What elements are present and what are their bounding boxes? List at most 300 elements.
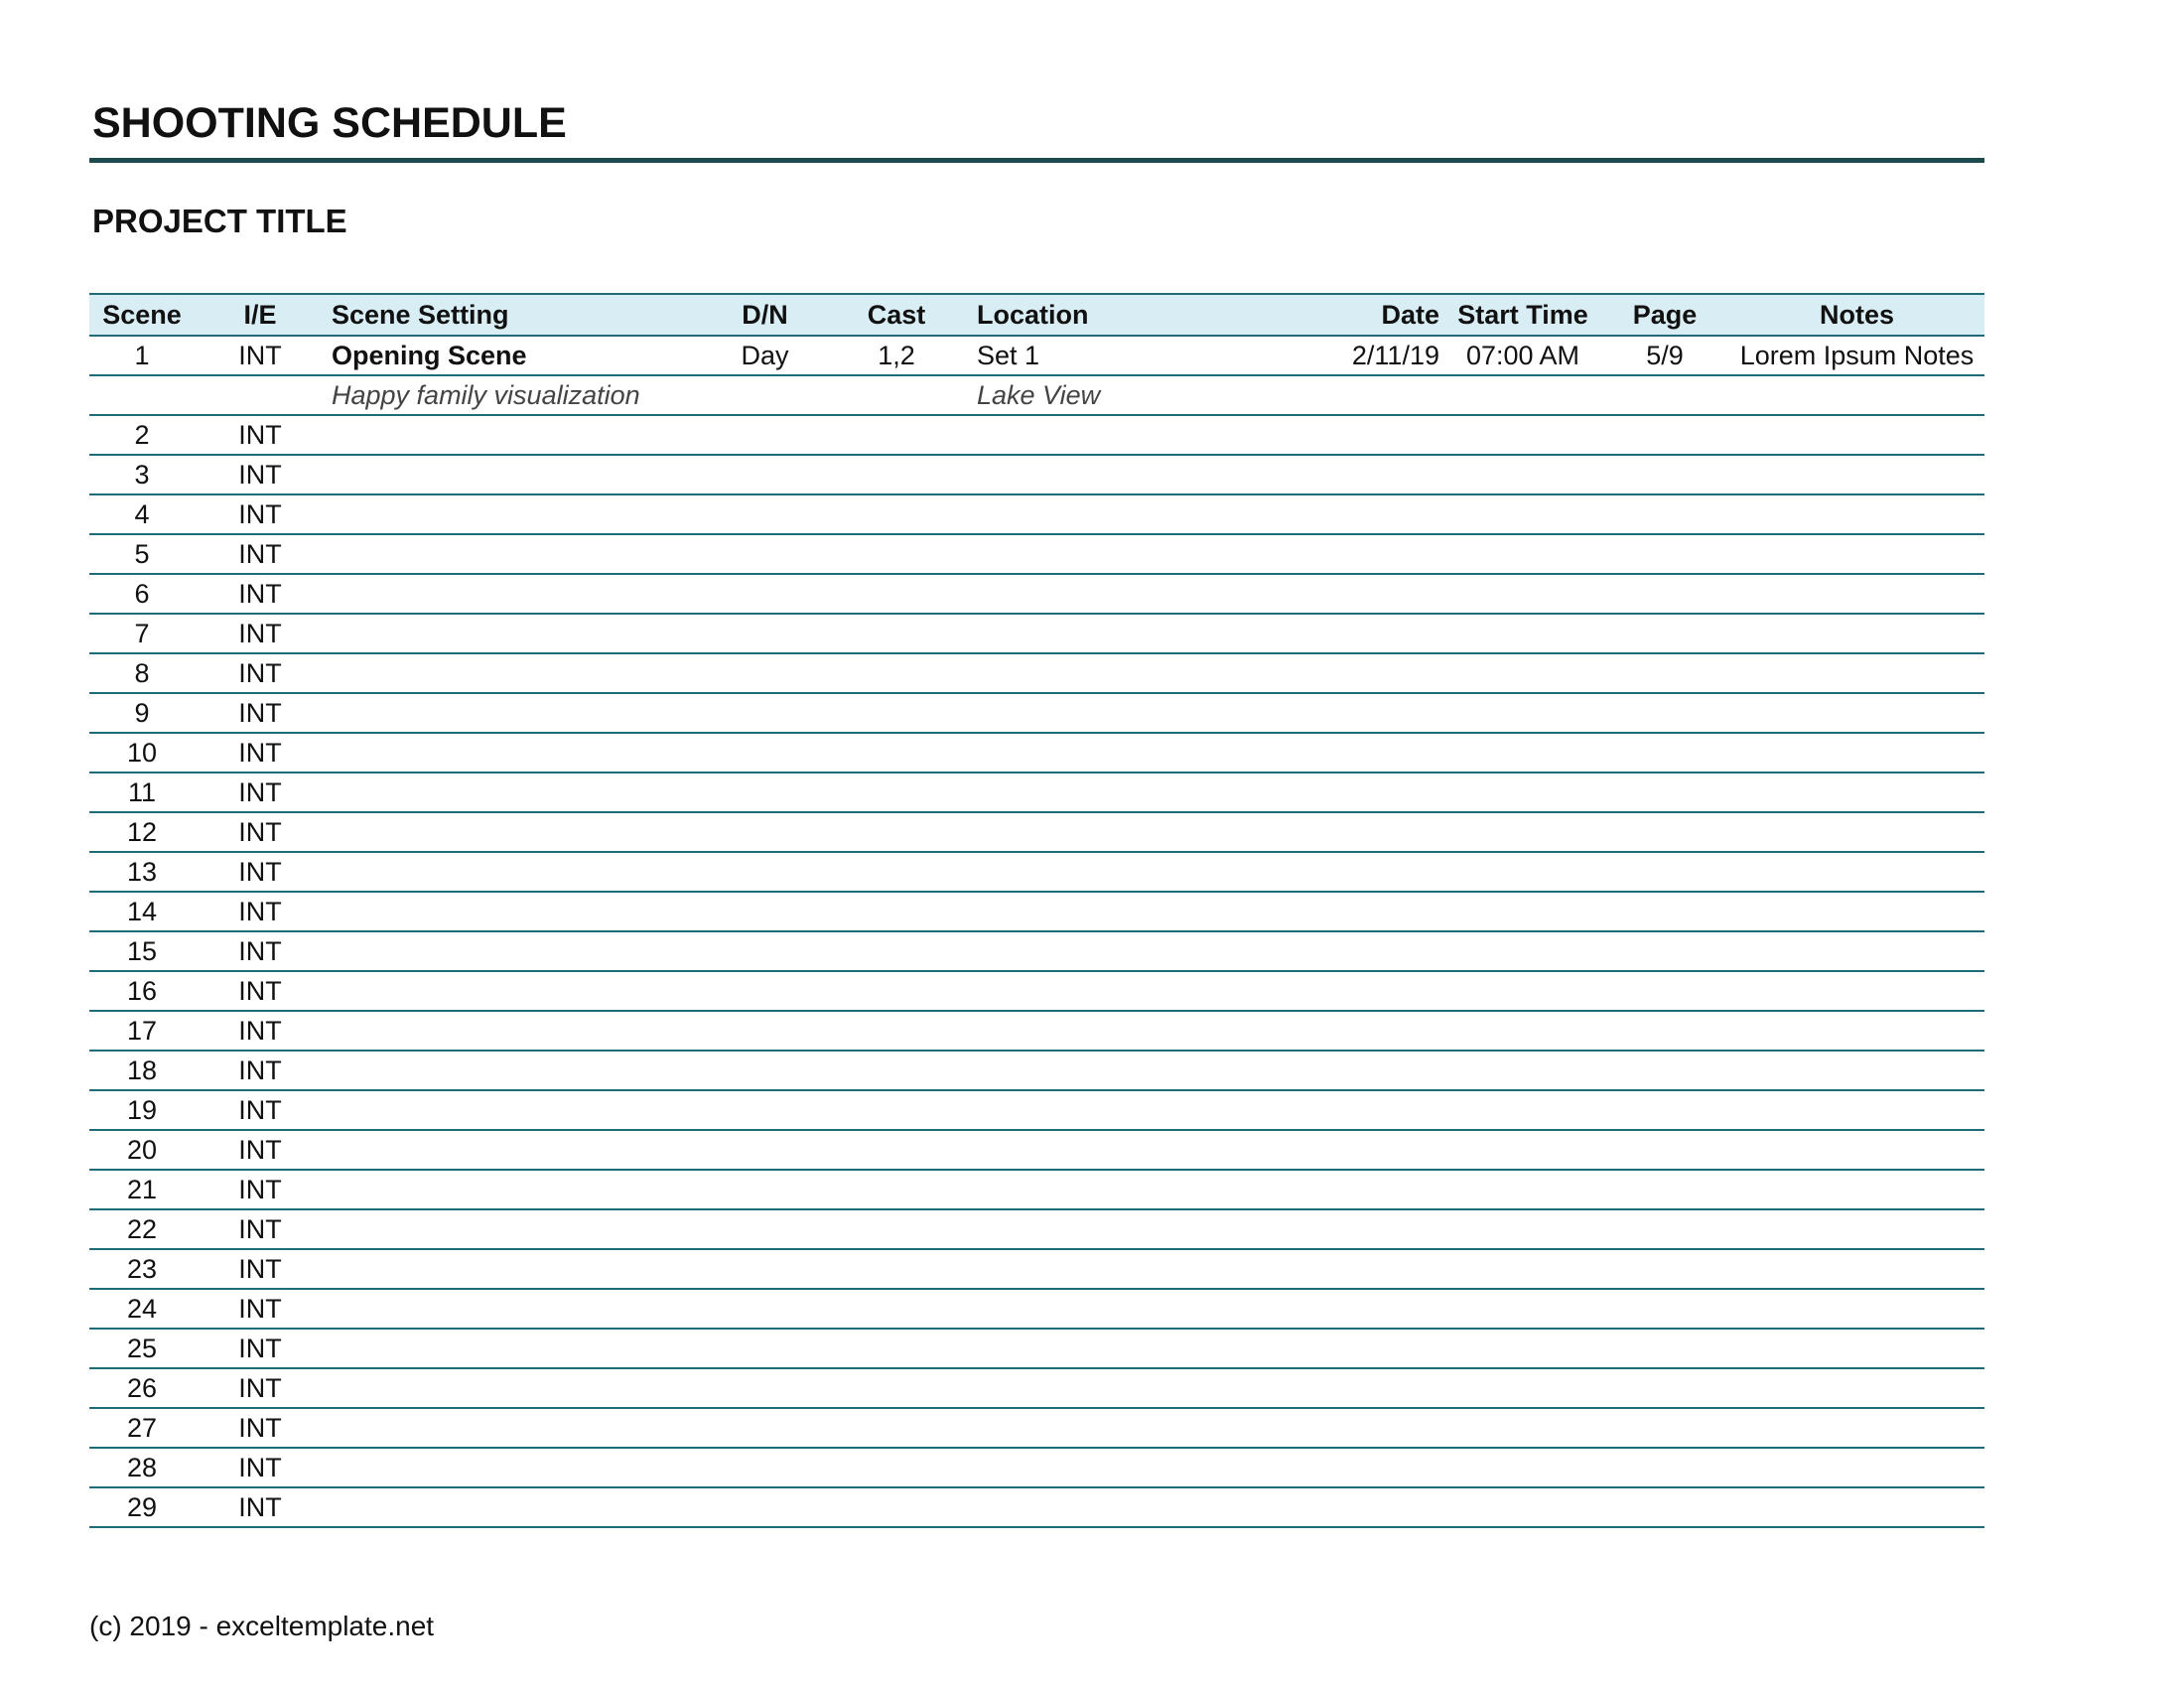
cell-location[interactable] (971, 971, 1318, 1011)
cell-start-time[interactable] (1445, 534, 1600, 574)
cell-location[interactable] (971, 1487, 1318, 1527)
cell-notes[interactable] (1729, 1448, 1984, 1487)
cell-scene-setting[interactable] (326, 1329, 708, 1368)
cell-scene[interactable] (89, 375, 195, 415)
cell-page[interactable] (1600, 1170, 1729, 1209)
cell-start-time[interactable] (1445, 574, 1600, 614)
cell-ie[interactable]: INT (195, 1090, 326, 1130)
cell-start-time[interactable] (1445, 1289, 1600, 1329)
cell-notes[interactable] (1729, 971, 1984, 1011)
cell-date[interactable] (1318, 534, 1445, 574)
cell-start-time[interactable] (1445, 1051, 1600, 1090)
cell-notes[interactable] (1729, 693, 1984, 733)
cell-cast[interactable] (822, 1289, 971, 1329)
cell-date[interactable] (1318, 653, 1445, 693)
cell-page[interactable] (1600, 1051, 1729, 1090)
cell-date[interactable] (1318, 773, 1445, 812)
cell-scene[interactable]: 26 (89, 1368, 195, 1408)
cell-start-time[interactable] (1445, 455, 1600, 494)
cell-cast[interactable] (822, 455, 971, 494)
cell-scene-setting[interactable] (326, 614, 708, 653)
cell-scene[interactable]: 9 (89, 693, 195, 733)
cell-date[interactable] (1318, 852, 1445, 892)
cell-date[interactable] (1318, 931, 1445, 971)
cell-scene[interactable]: 8 (89, 653, 195, 693)
cell-start-time[interactable] (1445, 892, 1600, 931)
cell-ie[interactable]: INT (195, 1011, 326, 1051)
cell-scene[interactable]: 4 (89, 494, 195, 534)
cell-cast[interactable] (822, 1368, 971, 1408)
cell-date[interactable] (1318, 1289, 1445, 1329)
project-title[interactable]: PROJECT TITLE (92, 203, 347, 239)
cell-date[interactable] (1318, 1408, 1445, 1448)
cell-location[interactable] (971, 1209, 1318, 1249)
cell-cast[interactable] (822, 1408, 971, 1448)
cell-page[interactable] (1600, 1408, 1729, 1448)
cell-cast[interactable] (822, 375, 971, 415)
cell-dn[interactable] (708, 971, 822, 1011)
header-location[interactable]: Location (971, 294, 1318, 336)
cell-scene[interactable]: 27 (89, 1408, 195, 1448)
cell-start-time[interactable] (1445, 494, 1600, 534)
header-page[interactable]: Page (1600, 294, 1729, 336)
cell-scene-setting[interactable] (326, 733, 708, 773)
cell-dn[interactable] (708, 693, 822, 733)
cell-cast[interactable] (822, 1487, 971, 1527)
cell-ie[interactable]: INT (195, 852, 326, 892)
cell-ie[interactable]: INT (195, 1408, 326, 1448)
cell-scene[interactable]: 12 (89, 812, 195, 852)
cell-start-time[interactable] (1445, 931, 1600, 971)
cell-cast[interactable] (822, 1170, 971, 1209)
cell-date[interactable] (1318, 733, 1445, 773)
cell-start-time[interactable] (1445, 773, 1600, 812)
cell-page[interactable] (1600, 693, 1729, 733)
cell-start-time[interactable] (1445, 1130, 1600, 1170)
cell-location[interactable] (971, 693, 1318, 733)
cell-location[interactable] (971, 534, 1318, 574)
cell-cast[interactable] (822, 852, 971, 892)
cell-start-time[interactable] (1445, 1448, 1600, 1487)
cell-start-time[interactable] (1445, 1090, 1600, 1130)
cell-scene-setting[interactable] (326, 1448, 708, 1487)
cell-notes[interactable]: Lorem Ipsum Notes (1729, 336, 1984, 375)
cell-location[interactable] (971, 931, 1318, 971)
cell-location[interactable]: Set 1 (971, 336, 1318, 375)
cell-location[interactable] (971, 455, 1318, 494)
cell-scene[interactable]: 10 (89, 733, 195, 773)
cell-date[interactable] (1318, 1011, 1445, 1051)
cell-cast[interactable] (822, 494, 971, 534)
cell-page[interactable] (1600, 653, 1729, 693)
cell-scene[interactable]: 21 (89, 1170, 195, 1209)
cell-scene[interactable]: 28 (89, 1448, 195, 1487)
cell-date[interactable] (1318, 971, 1445, 1011)
cell-cast[interactable] (822, 1011, 971, 1051)
cell-ie[interactable]: INT (195, 534, 326, 574)
cell-ie[interactable]: INT (195, 931, 326, 971)
cell-location[interactable] (971, 1329, 1318, 1368)
cell-dn[interactable] (708, 1448, 822, 1487)
cell-scene-description[interactable]: Happy family visualization (326, 375, 708, 415)
cell-date[interactable] (1318, 1090, 1445, 1130)
cell-location[interactable] (971, 1448, 1318, 1487)
cell-page[interactable] (1600, 1130, 1729, 1170)
cell-cast[interactable] (822, 812, 971, 852)
header-ie[interactable]: I/E (195, 294, 326, 336)
cell-ie[interactable]: INT (195, 1130, 326, 1170)
cell-date[interactable] (1318, 415, 1445, 455)
cell-ie[interactable]: INT (195, 1368, 326, 1408)
cell-scene-setting[interactable] (326, 971, 708, 1011)
cell-dn[interactable] (708, 1209, 822, 1249)
cell-ie[interactable]: INT (195, 336, 326, 375)
cell-date[interactable] (1318, 1209, 1445, 1249)
cell-scene-setting[interactable] (326, 1130, 708, 1170)
cell-notes[interactable] (1729, 415, 1984, 455)
cell-dn[interactable] (708, 415, 822, 455)
cell-date[interactable] (1318, 892, 1445, 931)
cell-dn[interactable] (708, 852, 822, 892)
cell-scene[interactable]: 24 (89, 1289, 195, 1329)
cell-scene[interactable]: 14 (89, 892, 195, 931)
cell-ie[interactable]: INT (195, 693, 326, 733)
cell-scene[interactable]: 15 (89, 931, 195, 971)
cell-cast[interactable] (822, 614, 971, 653)
cell-date[interactable] (1318, 812, 1445, 852)
cell-location[interactable] (971, 1011, 1318, 1051)
cell-dn[interactable] (708, 1090, 822, 1130)
cell-scene[interactable]: 3 (89, 455, 195, 494)
cell-cast[interactable] (822, 1090, 971, 1130)
cell-scene[interactable]: 11 (89, 773, 195, 812)
cell-page[interactable] (1600, 1368, 1729, 1408)
cell-page[interactable]: 5/9 (1600, 336, 1729, 375)
cell-scene[interactable]: 17 (89, 1011, 195, 1051)
cell-location-detail[interactable]: Lake View (971, 375, 1318, 415)
cell-scene[interactable]: 13 (89, 852, 195, 892)
cell-start-time[interactable] (1445, 1209, 1600, 1249)
cell-page[interactable] (1600, 931, 1729, 971)
cell-dn[interactable] (708, 534, 822, 574)
cell-scene-setting[interactable] (326, 892, 708, 931)
cell-start-time[interactable] (1445, 1011, 1600, 1051)
header-notes[interactable]: Notes (1729, 294, 1984, 336)
cell-dn[interactable] (708, 1487, 822, 1527)
cell-cast[interactable] (822, 773, 971, 812)
cell-dn[interactable] (708, 375, 822, 415)
cell-cast[interactable] (822, 693, 971, 733)
cell-scene-setting[interactable]: Opening Scene (326, 336, 708, 375)
cell-page[interactable] (1600, 494, 1729, 534)
cell-dn[interactable] (708, 574, 822, 614)
cell-scene-setting[interactable] (326, 1090, 708, 1130)
cell-page[interactable] (1600, 415, 1729, 455)
cell-location[interactable] (971, 1368, 1318, 1408)
cell-location[interactable] (971, 494, 1318, 534)
cell-location[interactable] (971, 653, 1318, 693)
cell-ie[interactable]: INT (195, 1329, 326, 1368)
cell-page[interactable] (1600, 1090, 1729, 1130)
cell-start-time[interactable] (1445, 693, 1600, 733)
cell-page[interactable] (1600, 852, 1729, 892)
cell-page[interactable] (1600, 1448, 1729, 1487)
cell-scene[interactable]: 16 (89, 971, 195, 1011)
cell-date[interactable] (1318, 455, 1445, 494)
cell-cast[interactable] (822, 892, 971, 931)
cell-page[interactable] (1600, 733, 1729, 773)
cell-notes[interactable] (1729, 375, 1984, 415)
cell-start-time[interactable] (1445, 1249, 1600, 1289)
cell-notes[interactable] (1729, 494, 1984, 534)
cell-dn[interactable] (708, 773, 822, 812)
cell-scene-setting[interactable] (326, 415, 708, 455)
cell-start-time[interactable]: 07:00 AM (1445, 336, 1600, 375)
cell-page[interactable] (1600, 892, 1729, 931)
cell-start-time[interactable] (1445, 653, 1600, 693)
cell-date[interactable]: 2/11/19 (1318, 336, 1445, 375)
cell-dn[interactable] (708, 494, 822, 534)
cell-cast[interactable] (822, 653, 971, 693)
cell-date[interactable] (1318, 693, 1445, 733)
cell-scene[interactable]: 2 (89, 415, 195, 455)
cell-notes[interactable] (1729, 931, 1984, 971)
cell-dn[interactable] (708, 812, 822, 852)
cell-scene-setting[interactable] (326, 693, 708, 733)
cell-cast[interactable] (822, 415, 971, 455)
cell-location[interactable] (971, 415, 1318, 455)
cell-ie[interactable]: INT (195, 971, 326, 1011)
cell-scene[interactable]: 5 (89, 534, 195, 574)
cell-ie[interactable]: INT (195, 1448, 326, 1487)
cell-ie[interactable]: INT (195, 1487, 326, 1527)
cell-dn[interactable] (708, 1289, 822, 1329)
cell-start-time[interactable] (1445, 852, 1600, 892)
cell-location[interactable] (971, 614, 1318, 653)
cell-start-time[interactable] (1445, 971, 1600, 1011)
cell-scene[interactable]: 29 (89, 1487, 195, 1527)
cell-ie[interactable]: INT (195, 614, 326, 653)
cell-scene-setting[interactable] (326, 1408, 708, 1448)
cell-location[interactable] (971, 1249, 1318, 1289)
cell-page[interactable] (1600, 1011, 1729, 1051)
cell-location[interactable] (971, 852, 1318, 892)
cell-scene-setting[interactable] (326, 653, 708, 693)
cell-date[interactable] (1318, 574, 1445, 614)
cell-dn[interactable] (708, 614, 822, 653)
cell-notes[interactable] (1729, 852, 1984, 892)
cell-date[interactable] (1318, 1448, 1445, 1487)
cell-location[interactable] (971, 892, 1318, 931)
cell-scene[interactable]: 20 (89, 1130, 195, 1170)
cell-dn[interactable] (708, 733, 822, 773)
cell-scene-setting[interactable] (326, 1487, 708, 1527)
cell-cast[interactable] (822, 971, 971, 1011)
cell-notes[interactable] (1729, 1408, 1984, 1448)
cell-notes[interactable] (1729, 1289, 1984, 1329)
cell-scene-setting[interactable] (326, 1011, 708, 1051)
header-start-time[interactable]: Start Time (1445, 294, 1600, 336)
cell-dn[interactable] (708, 1130, 822, 1170)
cell-notes[interactable] (1729, 455, 1984, 494)
cell-ie[interactable]: INT (195, 1051, 326, 1090)
cell-dn[interactable] (708, 1329, 822, 1368)
cell-dn[interactable] (708, 653, 822, 693)
cell-start-time[interactable] (1445, 1368, 1600, 1408)
cell-page[interactable] (1600, 534, 1729, 574)
cell-scene-setting[interactable] (326, 812, 708, 852)
cell-page[interactable] (1600, 455, 1729, 494)
cell-start-time[interactable] (1445, 614, 1600, 653)
cell-cast[interactable] (822, 931, 971, 971)
cell-scene-setting[interactable] (326, 931, 708, 971)
cell-start-time[interactable] (1445, 812, 1600, 852)
cell-scene[interactable]: 22 (89, 1209, 195, 1249)
header-date[interactable]: Date (1318, 294, 1445, 336)
cell-scene[interactable]: 1 (89, 336, 195, 375)
cell-ie[interactable]: INT (195, 1289, 326, 1329)
cell-notes[interactable] (1729, 653, 1984, 693)
cell-page[interactable] (1600, 1209, 1729, 1249)
cell-location[interactable] (971, 1130, 1318, 1170)
cell-notes[interactable] (1729, 1249, 1984, 1289)
cell-scene-setting[interactable] (326, 455, 708, 494)
header-cast[interactable]: Cast (822, 294, 971, 336)
cell-ie[interactable]: INT (195, 892, 326, 931)
cell-cast[interactable] (822, 1130, 971, 1170)
cell-location[interactable] (971, 1090, 1318, 1130)
cell-ie[interactable]: INT (195, 455, 326, 494)
cell-ie[interactable]: INT (195, 1170, 326, 1209)
cell-page[interactable] (1600, 812, 1729, 852)
cell-scene[interactable]: 23 (89, 1249, 195, 1289)
cell-scene-setting[interactable] (326, 574, 708, 614)
cell-date[interactable] (1318, 1170, 1445, 1209)
cell-date[interactable] (1318, 614, 1445, 653)
cell-cast[interactable] (822, 1249, 971, 1289)
cell-dn[interactable]: Day (708, 336, 822, 375)
cell-ie[interactable]: INT (195, 494, 326, 534)
cell-ie[interactable]: INT (195, 574, 326, 614)
cell-location[interactable] (971, 574, 1318, 614)
cell-notes[interactable] (1729, 1368, 1984, 1408)
cell-scene[interactable]: 18 (89, 1051, 195, 1090)
cell-location[interactable] (971, 1051, 1318, 1090)
cell-notes[interactable] (1729, 892, 1984, 931)
cell-scene-setting[interactable] (326, 852, 708, 892)
cell-scene[interactable]: 7 (89, 614, 195, 653)
cell-cast[interactable] (822, 574, 971, 614)
header-dn[interactable]: D/N (708, 294, 822, 336)
cell-dn[interactable] (708, 455, 822, 494)
cell-page[interactable] (1600, 1289, 1729, 1329)
cell-page[interactable] (1600, 971, 1729, 1011)
cell-dn[interactable] (708, 931, 822, 971)
cell-dn[interactable] (708, 892, 822, 931)
cell-page[interactable] (1600, 614, 1729, 653)
cell-location[interactable] (971, 812, 1318, 852)
cell-notes[interactable] (1729, 1487, 1984, 1527)
cell-ie[interactable] (195, 375, 326, 415)
cell-date[interactable] (1318, 1487, 1445, 1527)
cell-start-time[interactable] (1445, 1170, 1600, 1209)
cell-notes[interactable] (1729, 574, 1984, 614)
cell-page[interactable] (1600, 773, 1729, 812)
cell-scene-setting[interactable] (326, 494, 708, 534)
cell-cast[interactable]: 1,2 (822, 336, 971, 375)
cell-date[interactable] (1318, 1051, 1445, 1090)
cell-ie[interactable]: INT (195, 733, 326, 773)
cell-scene-setting[interactable] (326, 1209, 708, 1249)
cell-notes[interactable] (1729, 614, 1984, 653)
cell-scene[interactable]: 25 (89, 1329, 195, 1368)
cell-page[interactable] (1600, 1249, 1729, 1289)
cell-notes[interactable] (1729, 534, 1984, 574)
cell-dn[interactable] (708, 1051, 822, 1090)
cell-start-time[interactable] (1445, 375, 1600, 415)
cell-date[interactable] (1318, 494, 1445, 534)
cell-dn[interactable] (708, 1368, 822, 1408)
cell-location[interactable] (971, 733, 1318, 773)
cell-page[interactable] (1600, 574, 1729, 614)
cell-date[interactable] (1318, 1130, 1445, 1170)
header-scene-setting[interactable]: Scene Setting (326, 294, 708, 336)
cell-cast[interactable] (822, 1448, 971, 1487)
cell-date[interactable] (1318, 1249, 1445, 1289)
cell-notes[interactable] (1729, 1011, 1984, 1051)
cell-start-time[interactable] (1445, 1329, 1600, 1368)
cell-ie[interactable]: INT (195, 1249, 326, 1289)
cell-page[interactable] (1600, 375, 1729, 415)
cell-dn[interactable] (708, 1249, 822, 1289)
cell-notes[interactable] (1729, 1090, 1984, 1130)
cell-cast[interactable] (822, 1051, 971, 1090)
cell-page[interactable] (1600, 1329, 1729, 1368)
cell-notes[interactable] (1729, 1329, 1984, 1368)
cell-cast[interactable] (822, 733, 971, 773)
cell-notes[interactable] (1729, 812, 1984, 852)
cell-ie[interactable]: INT (195, 812, 326, 852)
cell-location[interactable] (971, 1289, 1318, 1329)
cell-date[interactable] (1318, 1329, 1445, 1368)
cell-ie[interactable]: INT (195, 653, 326, 693)
cell-notes[interactable] (1729, 733, 1984, 773)
cell-scene-setting[interactable] (326, 1368, 708, 1408)
cell-dn[interactable] (708, 1011, 822, 1051)
cell-scene-setting[interactable] (326, 1170, 708, 1209)
cell-dn[interactable] (708, 1408, 822, 1448)
cell-scene-setting[interactable] (326, 1249, 708, 1289)
cell-scene[interactable]: 6 (89, 574, 195, 614)
cell-cast[interactable] (822, 1329, 971, 1368)
cell-start-time[interactable] (1445, 733, 1600, 773)
cell-ie[interactable]: INT (195, 773, 326, 812)
cell-notes[interactable] (1729, 1130, 1984, 1170)
cell-scene-setting[interactable] (326, 1051, 708, 1090)
cell-page[interactable] (1600, 1487, 1729, 1527)
header-scene[interactable]: Scene (89, 294, 195, 336)
cell-start-time[interactable] (1445, 1487, 1600, 1527)
cell-notes[interactable] (1729, 1209, 1984, 1249)
cell-date[interactable] (1318, 375, 1445, 415)
cell-location[interactable] (971, 1170, 1318, 1209)
cell-scene[interactable]: 19 (89, 1090, 195, 1130)
cell-cast[interactable] (822, 534, 971, 574)
cell-cast[interactable] (822, 1209, 971, 1249)
cell-scene-setting[interactable] (326, 534, 708, 574)
cell-ie[interactable]: INT (195, 1209, 326, 1249)
cell-notes[interactable] (1729, 1170, 1984, 1209)
